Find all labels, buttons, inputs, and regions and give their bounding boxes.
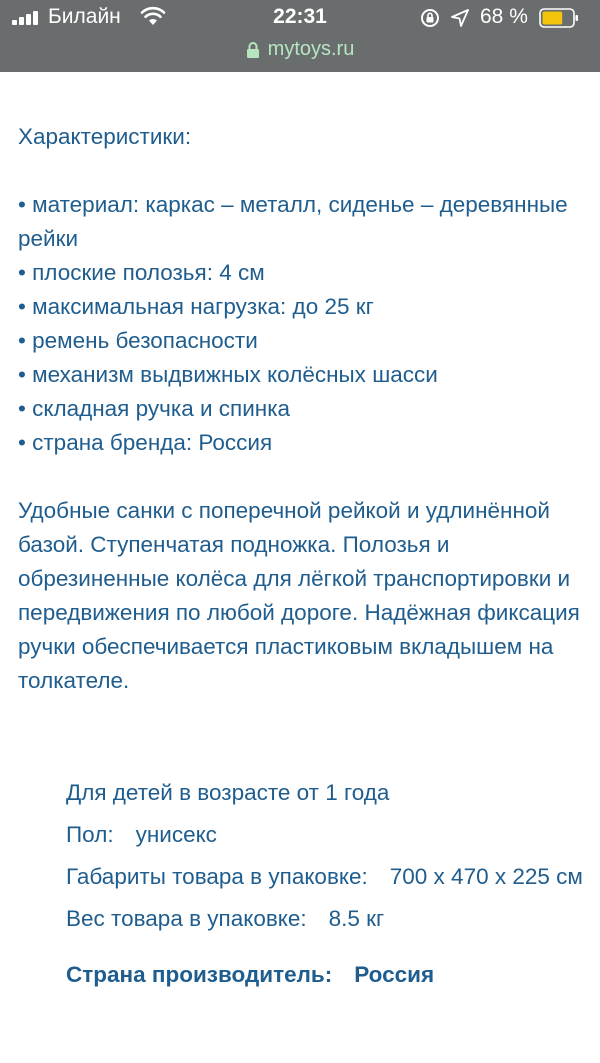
spec-gender-label: Пол:: [66, 822, 114, 847]
location-arrow-icon: [451, 9, 469, 27]
spec-age: Для детей в возрасте от 1 года: [66, 780, 390, 805]
spec-country-label: Страна производитель:: [66, 962, 333, 987]
browser-top-bar: [0, 0, 600, 72]
list-item: • ремень безопасности: [18, 328, 258, 353]
wifi-icon: [140, 6, 166, 26]
spec-dimensions-value: 700 x 470 x 225 см: [389, 864, 583, 889]
list-item: • механизм выдвижных колёсных шасси: [18, 362, 438, 387]
address-bar[interactable]: [0, 38, 600, 66]
spec-weight: [66, 902, 586, 936]
clock-time: 22:31: [273, 5, 327, 28]
description-paragraph: Удобные санки с поперечной рейкой и удлинённой базой. Ступенчатая подножка. Полозья и обрезиненные колёса для лёгкой транспортировки и передвижения по любой дороге. Надёжная фиксация ручки обеспечивается пластиковым вкладышем на толкателе.: [18, 498, 580, 693]
list-item: • материал: каркас – металл, сиденье – деревянные рейки: [18, 192, 568, 251]
battery-percent: 68 %: [480, 5, 528, 28]
spec-gender-value: унисекс: [135, 822, 217, 847]
spec-gender: [66, 818, 586, 852]
list-item: • страна бренда: Россия: [18, 430, 273, 455]
list-item: • плоские полозья: 4 см: [18, 260, 265, 285]
url-domain[interactable]: mytoys.ru: [267, 38, 355, 60]
product-specs: [66, 776, 586, 1000]
product-description: [18, 120, 588, 698]
padlock-icon: [246, 41, 260, 59]
spec-dimensions: [66, 860, 586, 894]
signal-icon: [12, 11, 42, 25]
spec-weight-value: 8.5 кг: [328, 906, 385, 931]
status-bar: [0, 0, 600, 36]
carrier-name: Билайн: [48, 5, 121, 28]
spec-country: [66, 958, 586, 992]
list-item: • максимальная нагрузка: до 25 кг: [18, 294, 374, 319]
spec-country-value: Россия: [354, 962, 435, 987]
spec-dimensions-label: Габариты товара в упаковке:: [66, 864, 368, 889]
characteristics-heading: Характеристики:: [18, 124, 192, 149]
rotation-lock-icon: [420, 8, 440, 28]
spec-weight-label: Вес товара в упаковке:: [66, 906, 307, 931]
list-item: • складная ручка и спинка: [18, 396, 291, 421]
battery-icon: [539, 8, 579, 28]
feature-list: [18, 188, 588, 460]
